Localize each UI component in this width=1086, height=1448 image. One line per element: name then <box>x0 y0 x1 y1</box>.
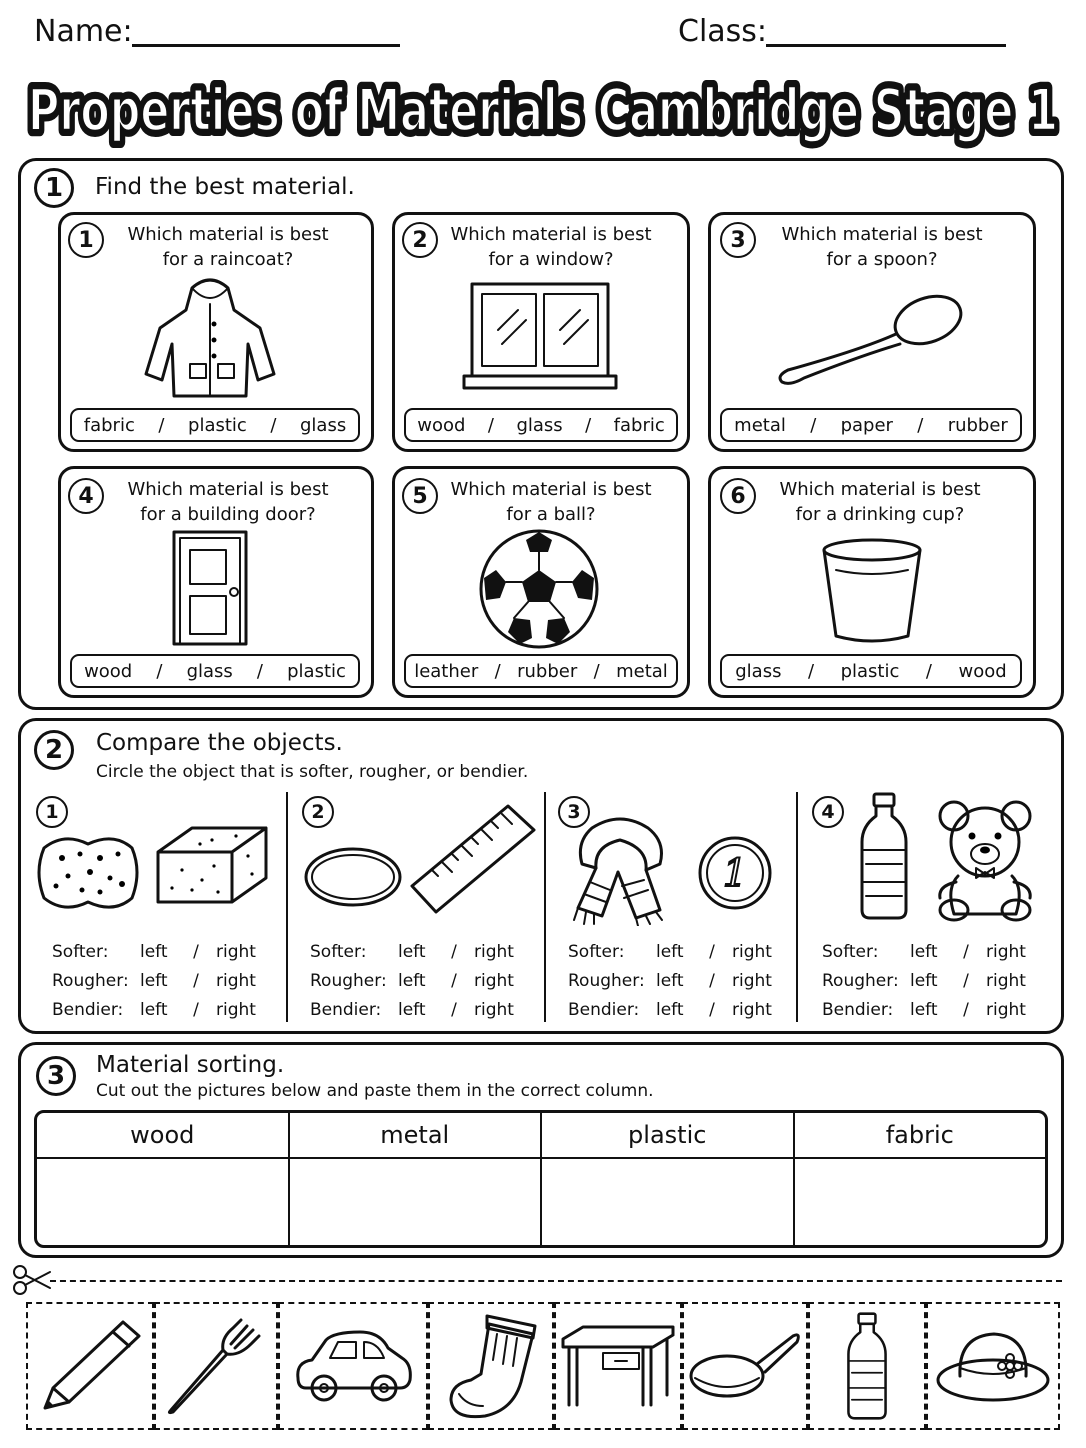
name-label: Name: <box>34 14 133 49</box>
brick-icon[interactable] <box>152 822 272 906</box>
option[interactable]: plastic <box>840 660 900 682</box>
options-bar: metal / paper / rubber <box>720 408 1022 442</box>
options-bar: wood / glass / plastic <box>70 654 360 688</box>
column-header: fabric <box>795 1113 1046 1159</box>
desk-icon <box>559 1323 677 1409</box>
cutout-cell[interactable] <box>428 1302 554 1430</box>
sort-column-plastic[interactable] <box>542 1113 795 1245</box>
options-bar: leather / rubber / metal <box>404 654 678 688</box>
card-question: Which material is best for a raincoat? <box>127 224 329 270</box>
option[interactable]: wood <box>84 660 133 682</box>
option[interactable]: plastic <box>188 414 247 436</box>
cutout-cell[interactable] <box>278 1302 428 1430</box>
sponge-icon[interactable] <box>34 828 142 918</box>
column-header: plastic <box>542 1113 793 1159</box>
svg-text:1: 1 <box>722 851 748 895</box>
options-bar: glass / plastic / wood <box>720 654 1022 688</box>
bottle-icon[interactable] <box>856 792 912 920</box>
card-number: 1 <box>68 222 104 258</box>
section-title: Compare the objects. <box>96 730 343 756</box>
option[interactable]: fabric <box>83 414 135 436</box>
pair-number: 1 <box>36 796 68 828</box>
section-number: 2 <box>34 730 74 770</box>
option[interactable]: metal <box>616 660 668 682</box>
spoon-icon <box>770 290 970 390</box>
sorting-table <box>34 1110 1048 1248</box>
sort-column-fabric[interactable] <box>795 1113 1046 1245</box>
pair-number: 2 <box>302 796 334 828</box>
section-title: Find the best material. <box>95 174 355 200</box>
card-question: Which material is best for a building door? <box>127 479 329 525</box>
option[interactable]: rubber <box>517 660 578 682</box>
section-title: Material sorting. <box>96 1052 285 1078</box>
option[interactable]: glass <box>516 414 563 436</box>
card-number: 3 <box>720 222 756 258</box>
options-bar: fabric / plastic / glass <box>70 408 360 442</box>
pair-number: 4 <box>812 796 844 828</box>
cutout-row <box>26 1302 1060 1430</box>
page-title <box>0 68 1086 158</box>
column-header: metal <box>290 1113 541 1159</box>
rubber-band-icon[interactable] <box>302 842 404 912</box>
section-number: 3 <box>36 1056 76 1096</box>
option[interactable]: wood <box>958 660 1007 682</box>
card-question: Which material is best for a ball? <box>450 479 652 525</box>
option[interactable]: paper <box>840 414 893 436</box>
window-icon <box>460 280 620 392</box>
cut-line <box>50 1280 1062 1282</box>
cutout-cell[interactable] <box>808 1302 926 1430</box>
scissors-icon <box>12 1264 52 1296</box>
ruler-icon[interactable] <box>408 802 538 918</box>
card-number: 4 <box>68 478 104 514</box>
option[interactable]: metal <box>734 414 786 436</box>
svg-text:Properties of Materials Cambri: Properties of Materials Cambridge Stage 1 <box>28 76 1058 144</box>
sort-column-wood[interactable] <box>37 1113 290 1245</box>
card-question: Which material is best for a drinking cup? <box>779 479 981 525</box>
card-question: Which material is best for a window? <box>450 224 652 270</box>
column-header: wood <box>37 1113 288 1159</box>
cutout-cell[interactable] <box>26 1302 154 1430</box>
cutout-cell[interactable] <box>554 1302 682 1430</box>
options-bar: wood / glass / fabric <box>404 408 678 442</box>
svg-text:Properties of Materials Cambri: Properties of Materials Cambridge Stage 1 <box>28 76 1058 144</box>
section-number: 1 <box>34 168 74 208</box>
compare-rows: Softer: left / right Rougher: left / right Bendier: left / right <box>568 942 772 1020</box>
teddy-bear-icon[interactable] <box>932 798 1038 922</box>
frying-pan-icon <box>687 1326 803 1406</box>
card-number: 2 <box>402 222 438 258</box>
card-number: 5 <box>402 478 438 514</box>
pencil-icon <box>35 1316 145 1416</box>
option[interactable]: leather <box>414 660 479 682</box>
option[interactable]: glass <box>300 414 347 436</box>
class-line[interactable] <box>766 44 1006 47</box>
fork-icon <box>161 1314 271 1418</box>
door-icon <box>168 530 252 648</box>
sock-icon <box>443 1310 539 1422</box>
option[interactable]: glass <box>735 660 782 682</box>
compare-rows: Softer: left / right Rougher: left / right Bendier: left / right <box>52 942 256 1020</box>
ball-icon <box>478 528 600 650</box>
divider <box>286 792 288 1022</box>
scarf-icon[interactable] <box>562 808 678 926</box>
section-subtitle: Circle the object that is softer, rougher, or bendier. <box>96 762 529 782</box>
compare-rows: Softer: left / right Rougher: left / right Bendier: left / right <box>822 942 1026 1020</box>
cutout-cell[interactable] <box>154 1302 278 1430</box>
raincoat-icon <box>140 274 280 402</box>
toy-car-icon <box>290 1326 416 1406</box>
divider <box>544 792 546 1022</box>
card-question: Which material is best for a spoon? <box>781 224 983 270</box>
option[interactable]: plastic <box>287 660 346 682</box>
card-number: 6 <box>720 478 756 514</box>
section-subtitle: Cut out the pictures below and paste them in the correct column. <box>96 1081 654 1101</box>
divider <box>796 792 798 1022</box>
cutout-cell[interactable] <box>926 1302 1060 1430</box>
sun-hat-icon <box>934 1326 1052 1406</box>
cutout-cell[interactable] <box>682 1302 808 1430</box>
class-label: Class: <box>678 14 768 49</box>
pair-number: 3 <box>558 796 590 828</box>
coin-icon[interactable] <box>696 834 774 912</box>
compare-rows: Softer: left / right Rougher: left / right Bendier: left / right <box>310 942 514 1020</box>
option[interactable]: wood <box>417 414 466 436</box>
name-line[interactable] <box>132 44 400 47</box>
option[interactable]: fabric <box>613 414 665 436</box>
cup-icon <box>820 536 924 646</box>
option[interactable]: glass <box>186 660 233 682</box>
sort-column-metal[interactable] <box>290 1113 543 1245</box>
bottle-icon <box>843 1312 891 1420</box>
option[interactable]: rubber <box>947 414 1008 436</box>
